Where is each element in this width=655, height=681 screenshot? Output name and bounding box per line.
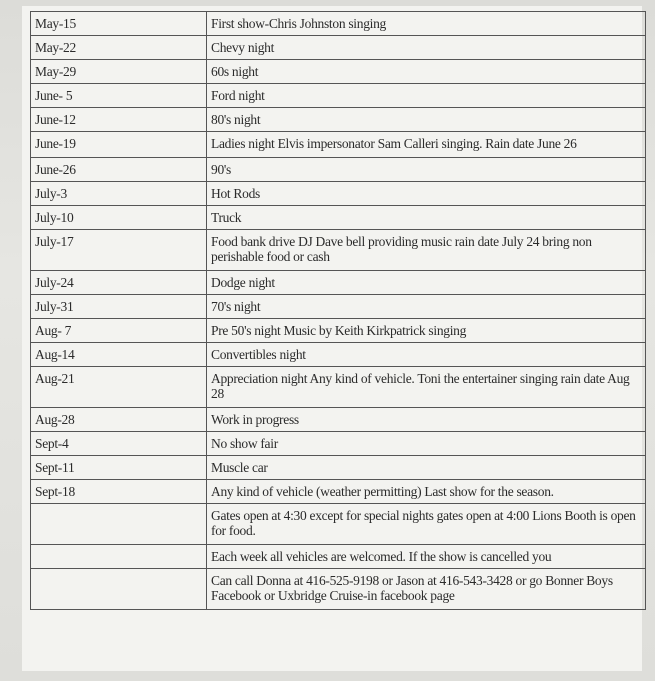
event-cell: Work in progress [207,408,646,432]
date-cell: Sept-11 [31,456,207,480]
table-row [31,206,646,230]
date-cell: May-15 [31,12,207,36]
table-row [31,367,646,408]
event-cell: Ladies night Elvis impersonator Sam Calleri singing. Rain date June 26 [207,132,646,158]
date-cell: Sept-18 [31,480,207,504]
date-cell: Aug-14 [31,343,207,367]
date-cell [31,569,207,610]
date-cell: Aug- 7 [31,319,207,343]
date-cell [31,545,207,569]
date-cell: June- 5 [31,84,207,108]
event-cell: Hot Rods [207,182,646,206]
table-row [31,456,646,480]
document-page [22,6,642,671]
table-row [31,182,646,206]
event-cell: 60s night [207,60,646,84]
date-cell: July-3 [31,182,207,206]
date-cell: Aug-21 [31,367,207,408]
event-cell: Each week all vehicles are welcomed. If the show is cancelled you [207,545,646,569]
table-row [31,408,646,432]
event-cell: Ford night [207,84,646,108]
event-cell: Any kind of vehicle (weather permitting) Last show for the season. [207,480,646,504]
date-cell: July-10 [31,206,207,230]
event-cell: Muscle car [207,456,646,480]
date-cell: May-22 [31,36,207,60]
date-cell: June-26 [31,158,207,182]
date-cell: July-31 [31,295,207,319]
date-cell: July-17 [31,230,207,271]
table-row [31,319,646,343]
event-cell: 80's night [207,108,646,132]
table-row [31,545,646,569]
event-cell: Appreciation night Any kind of vehicle. Toni the entertainer singing rain date Aug 28 [207,367,646,408]
event-cell: No show fair [207,432,646,456]
event-cell: 90's [207,158,646,182]
date-cell: June-12 [31,108,207,132]
event-cell: 70's night [207,295,646,319]
event-cell: Truck [207,206,646,230]
event-cell: Gates open at 4:30 except for special nights gates open at 4:00 Lions Booth is open for food. [207,504,646,545]
table-row [31,480,646,504]
date-cell: July-24 [31,271,207,295]
table-row [31,132,646,158]
table-row [31,108,646,132]
date-cell: May-29 [31,60,207,84]
table-row [31,343,646,367]
table-row [31,84,646,108]
table-row [31,12,646,36]
event-cell: Pre 50's night Music by Keith Kirkpatrick singing [207,319,646,343]
event-cell: Convertibles night [207,343,646,367]
table-row [31,295,646,319]
table-row [31,432,646,456]
event-cell: Can call Donna at 416-525-9198 or Jason at 416-543-3428 or go Bonner Boys Facebook or Uxbridge Cruise-in facebook page [207,569,646,610]
table-row [31,60,646,84]
date-cell: June-19 [31,132,207,158]
table-row [31,504,646,545]
table-row [31,271,646,295]
table-row [31,158,646,182]
table-row [31,230,646,271]
event-cell: Chevy night [207,36,646,60]
table-row [31,569,646,610]
table-row [31,36,646,60]
date-cell: Sept-4 [31,432,207,456]
event-cell: Food bank drive DJ Dave bell providing music rain date July 24 bring non perishable food or cash [207,230,646,271]
event-cell: First show-Chris Johnston singing [207,12,646,36]
event-cell: Dodge night [207,271,646,295]
date-cell: Aug-28 [31,408,207,432]
schedule-table [30,11,646,610]
date-cell [31,504,207,545]
